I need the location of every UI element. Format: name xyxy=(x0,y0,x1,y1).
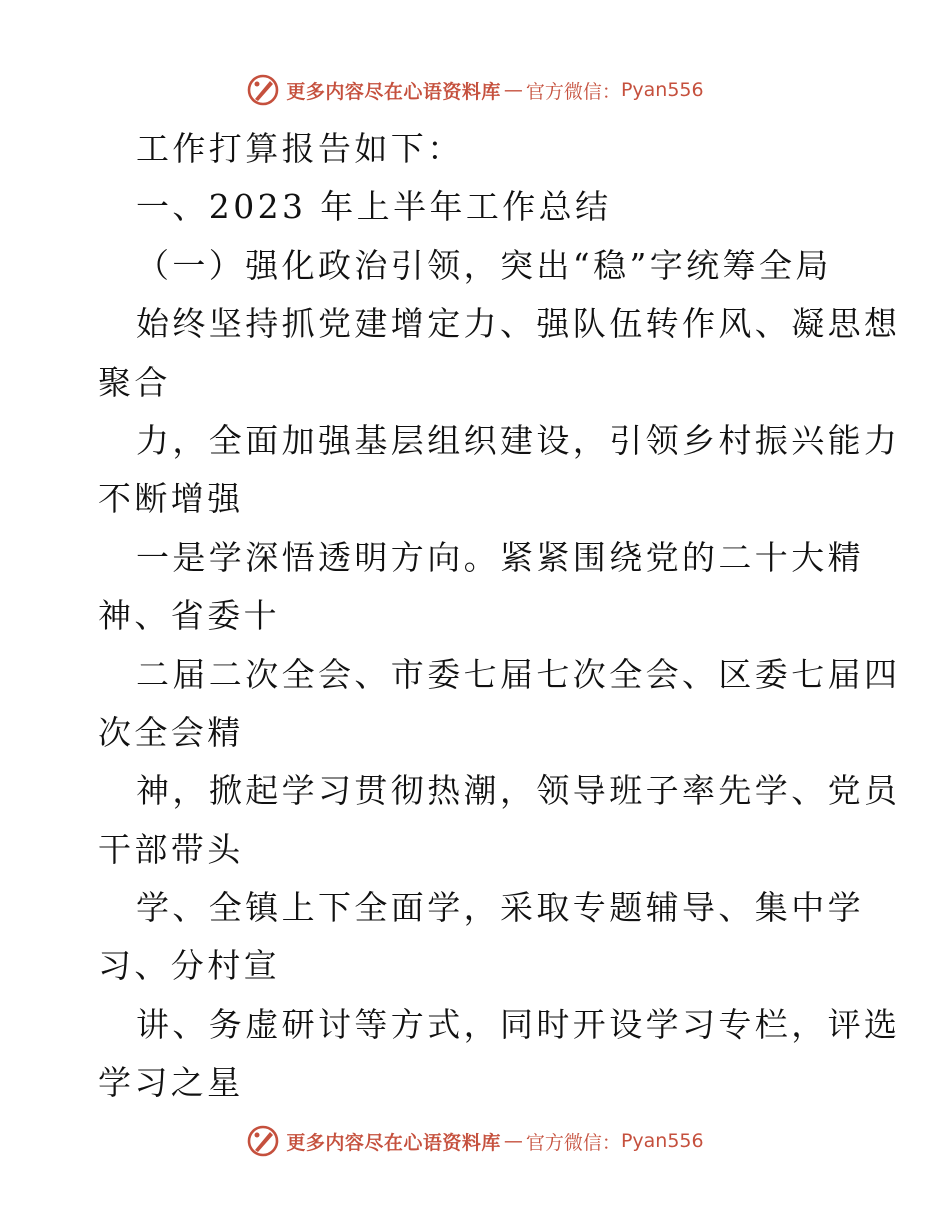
body-text-line: 不断增强 xyxy=(98,479,244,519)
document-body xyxy=(98,120,901,1113)
body-text-line: 一是学深悟透明方向。紧紧围绕党的二十大精 xyxy=(136,537,864,577)
body-text-line: 干部带头 xyxy=(98,829,244,869)
body-text-line: 聚合 xyxy=(98,362,171,402)
body-text-line: （一）强化政治引领，突出“稳”字统筹全局 xyxy=(136,245,832,285)
body-text-line: 次全会精 xyxy=(98,712,244,752)
body-text-line: 习、分村宣 xyxy=(98,946,280,986)
watermark-wechat-account: Pyan556 xyxy=(620,1130,704,1152)
body-text-line: 工作打算报告如下： xyxy=(136,129,464,168)
watermark-separator: — xyxy=(503,1130,523,1152)
body-text-line: 始终坚持抓党建增定力、强队伍转作风、凝思想 xyxy=(136,304,901,344)
watermark-site-text: 更多内容尽在心语资料库 xyxy=(286,80,501,103)
watermark-separator: — xyxy=(503,79,523,101)
watermark-wechat-label: 官方微信： xyxy=(525,1131,621,1154)
body-text-line: 力，全面加强基层组织建设，引领乡村振兴能力 xyxy=(136,420,901,460)
body-text-line: 二届二次全会、市委七届七次全会、区委七届四 xyxy=(136,654,901,694)
footer-watermark xyxy=(0,1121,950,1161)
watermark-wechat-label: 官方微信： xyxy=(525,80,621,103)
watermark-wechat-account: Pyan556 xyxy=(620,79,704,101)
body-text-line: 神，掀起学习贯彻热潮，领导班子率先学、党员 xyxy=(136,771,901,811)
body-text-line: 学、全镇上下全面学，采取专题辅导、集中学 xyxy=(136,888,864,928)
quill-pen-circle-icon xyxy=(246,73,280,107)
body-text-line: 学习之星 xyxy=(98,1063,244,1103)
header-watermark xyxy=(0,70,950,110)
body-text-line: 讲、务虚研讨等方式，同时开设学习专栏，评选 xyxy=(136,1004,901,1044)
body-text-line: 一、2023 年上半年工作总结 xyxy=(136,187,612,227)
quill-pen-circle-icon xyxy=(246,1124,280,1158)
body-text-line: 神、省委十 xyxy=(98,596,280,636)
watermark-site-text: 更多内容尽在心语资料库 xyxy=(286,1131,501,1154)
